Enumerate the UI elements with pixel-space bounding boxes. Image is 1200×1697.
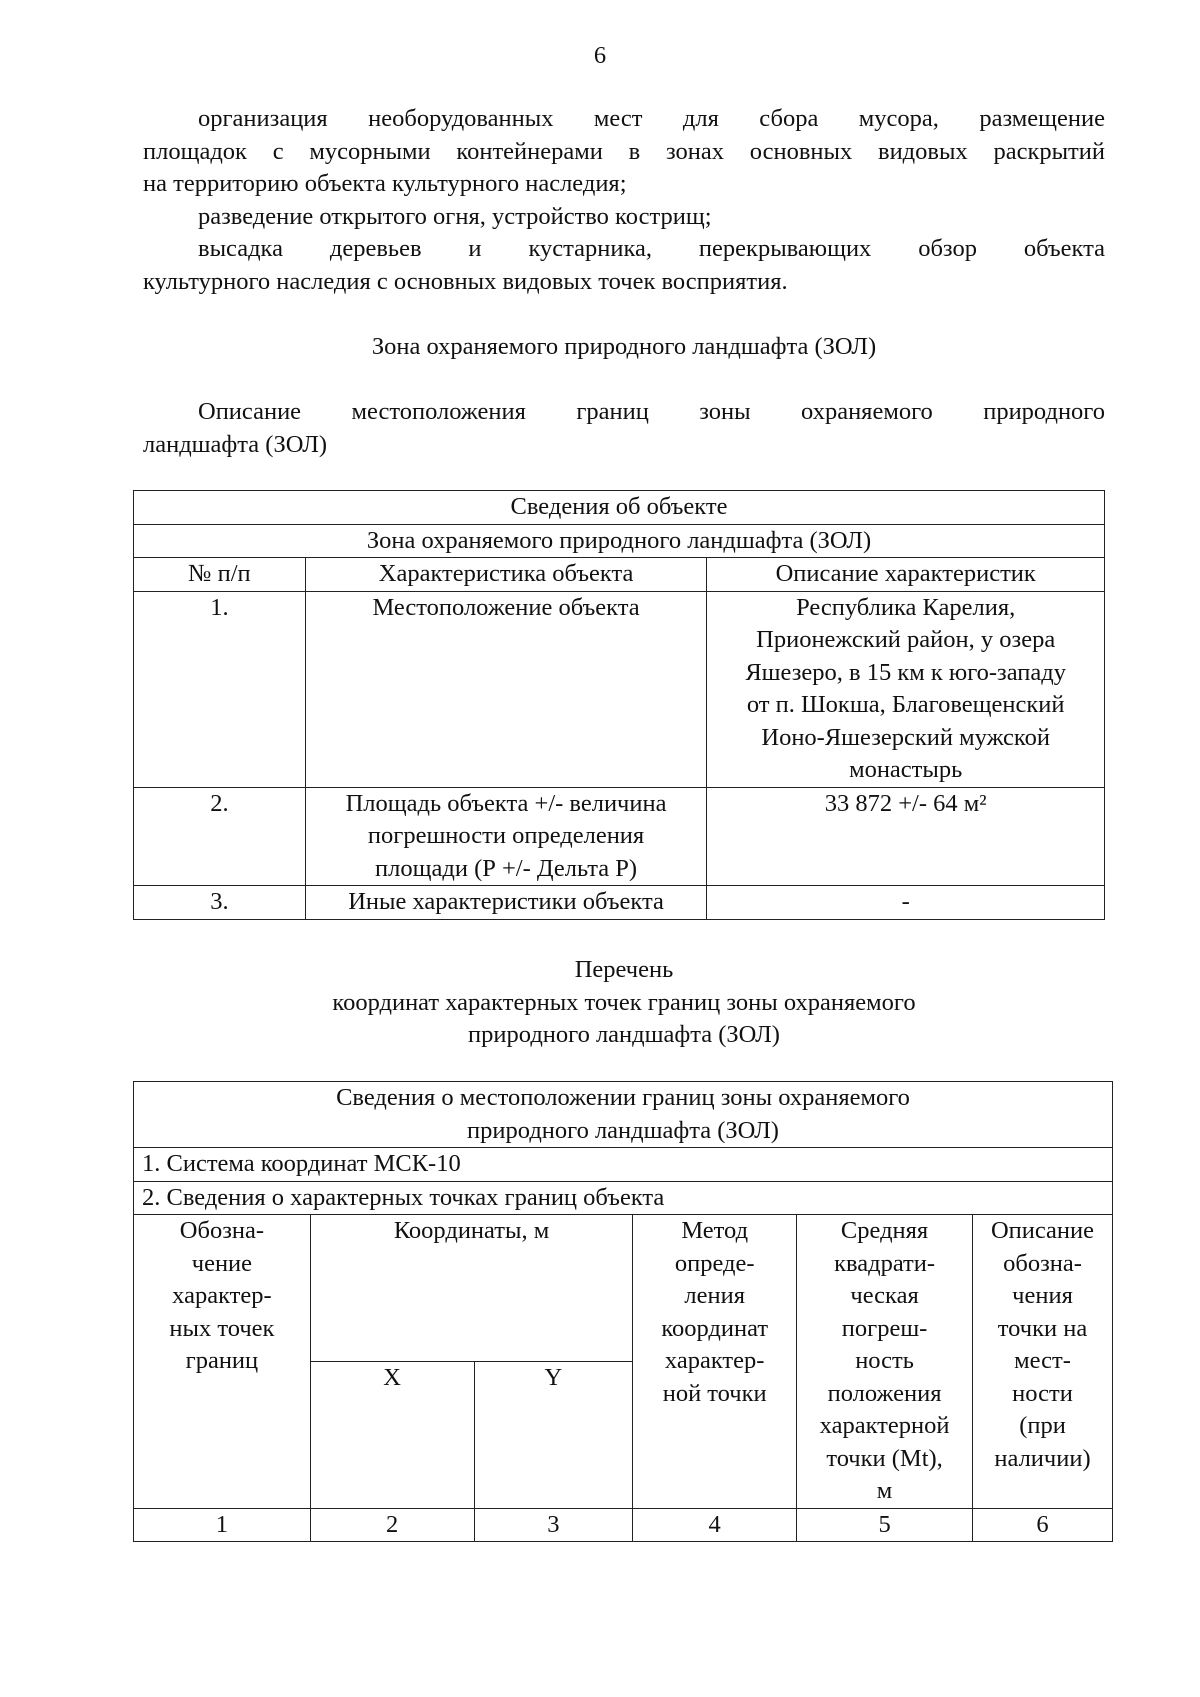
cell-line: погрешности определения bbox=[367, 822, 645, 849]
cell-line: ности bbox=[1012, 1379, 1073, 1407]
cell-line: Иные характеристики объекта bbox=[348, 888, 664, 915]
cell-line: Яшезеро, в 15 км к юго-западу bbox=[745, 658, 1066, 686]
cell-line: квадрати- bbox=[834, 1249, 936, 1277]
header-cell-error bbox=[797, 1215, 973, 1509]
cell-line: характерной bbox=[819, 1412, 950, 1439]
cell-line: Обозна- bbox=[179, 1217, 265, 1244]
description-line: Описание местоположения границ зоны охраняемого природного bbox=[198, 398, 1105, 425]
cell-line: - bbox=[901, 888, 910, 915]
cell-line: Местоположение объекта bbox=[372, 593, 640, 621]
cell-line: природного ландшафта (ЗОЛ) bbox=[467, 1116, 779, 1144]
table-row bbox=[134, 886, 1105, 920]
paragraph-line: организация необорудованных мест для сбора мусора, размещение bbox=[198, 105, 1105, 132]
cell-line: Республика Карелия, bbox=[796, 593, 1016, 621]
characteristic-cell bbox=[305, 591, 707, 787]
table-title: Сведения об объекте bbox=[134, 491, 1105, 525]
column-number: 4 bbox=[633, 1508, 797, 1542]
header-cell: Описание характеристик bbox=[707, 558, 1105, 592]
header-cell-y: Y bbox=[474, 1361, 633, 1508]
cell-line: ной точки bbox=[662, 1379, 767, 1407]
header-cell-method bbox=[633, 1215, 797, 1509]
row-number: 3. bbox=[134, 886, 306, 920]
cell-line: Метод bbox=[681, 1217, 749, 1244]
table-subtitle: Зона охраняемого природного ландшафта (ЗОЛ) bbox=[134, 524, 1105, 558]
characteristic-cell bbox=[305, 886, 707, 920]
paragraph-line: высадка деревьев и кустарника, перекрывающих обзор объекта bbox=[198, 235, 1105, 262]
object-info-table bbox=[133, 490, 1105, 920]
header-cell-description bbox=[973, 1215, 1113, 1509]
cell-line: Площадь объекта +/- величина bbox=[345, 789, 667, 817]
cell-line: точки (Mt), bbox=[826, 1444, 943, 1472]
cell-line: ческая bbox=[850, 1282, 919, 1309]
column-number: 6 bbox=[973, 1508, 1113, 1542]
heading-line: координат характерных точек границ зоны охраняемого bbox=[332, 988, 916, 1016]
cell-line: ность bbox=[855, 1347, 914, 1374]
cell-line: 33 872 +/- 64 м² bbox=[824, 789, 987, 817]
cell-line: (при bbox=[1019, 1412, 1066, 1439]
cell-line: погреш- bbox=[841, 1314, 928, 1342]
cell-line: площади (Р +/- Дельта Р) bbox=[375, 854, 638, 882]
cell-line: Средняя bbox=[840, 1217, 929, 1244]
column-number: 3 bbox=[474, 1508, 633, 1542]
heading-line: Перечень bbox=[574, 956, 674, 983]
cell-line: наличии) bbox=[994, 1444, 1091, 1472]
paragraph-line: на территорию объекта культурного наследия; bbox=[143, 170, 627, 197]
cell-line: Прионежский район, у озера bbox=[756, 626, 1056, 653]
cell-line: обозна- bbox=[1003, 1249, 1082, 1277]
table-row bbox=[134, 787, 1105, 886]
description-line: ландшафта (ЗОЛ) bbox=[143, 430, 327, 458]
column-number: 2 bbox=[310, 1508, 474, 1542]
cell-line: ных точек bbox=[169, 1314, 275, 1342]
description-cell bbox=[707, 591, 1105, 787]
paragraph-line: культурного наследия с основных видовых точек восприятия. bbox=[143, 267, 788, 295]
table-header-row bbox=[134, 558, 1105, 592]
header-cell-coordinates: Координаты, м bbox=[310, 1215, 632, 1362]
cell-line: м bbox=[876, 1477, 893, 1504]
column-number: 5 bbox=[797, 1508, 973, 1542]
heading-line: природного ландшафта (ЗОЛ) bbox=[468, 1021, 780, 1048]
cell-line: координат bbox=[661, 1314, 769, 1342]
table-header-row bbox=[134, 1215, 1113, 1362]
zone-description bbox=[143, 396, 1105, 461]
cell-line: положения bbox=[827, 1379, 942, 1407]
table-title bbox=[134, 1082, 1113, 1148]
cell-line: точки на bbox=[997, 1314, 1088, 1342]
header-cell-x: X bbox=[310, 1361, 474, 1508]
cell-line: Описание bbox=[990, 1217, 1095, 1244]
cell-line: опреде- bbox=[674, 1249, 755, 1277]
table-row bbox=[134, 591, 1105, 787]
zone-heading: Зона охраняемого природного ландшафта (ЗОЛ) bbox=[371, 333, 877, 360]
cell-line: монастырь bbox=[849, 756, 963, 783]
description-cell bbox=[707, 886, 1105, 920]
paragraph-line: площадок с мусорными контейнерами в зонах основных видовых раскрытий bbox=[143, 137, 1105, 165]
cell-line: Ионо-Яшезерский мужской bbox=[761, 723, 1050, 751]
cell-line: характер- bbox=[664, 1347, 765, 1374]
characteristic-cell bbox=[305, 787, 707, 886]
row-number: 2. bbox=[134, 787, 306, 886]
cell-line: характер- bbox=[172, 1282, 272, 1309]
coordinate-system: 1. Система координат МСК-10 bbox=[134, 1148, 1113, 1182]
cell-line: от п. Шокша, Благовещенский bbox=[746, 691, 1065, 718]
column-number: 1 bbox=[134, 1508, 311, 1542]
cell-line: границ bbox=[185, 1347, 259, 1374]
paragraph-line: разведение открытого огня, устройство кострищ; bbox=[198, 202, 712, 230]
row-number: 1. bbox=[134, 591, 306, 787]
cell-line: Сведения о местоположении границ зоны охраняемого bbox=[336, 1084, 910, 1111]
page-number: 6 bbox=[593, 42, 607, 69]
header-cell: Характеристика объекта bbox=[305, 558, 707, 592]
column-numbers-row bbox=[134, 1508, 1113, 1542]
cell-line: чение bbox=[191, 1249, 253, 1277]
header-cell-designation bbox=[134, 1215, 311, 1509]
header-cell: № п/п bbox=[134, 558, 306, 592]
points-info: 2. Сведения о характерных точках границ объекта bbox=[134, 1181, 1113, 1215]
coordinates-table bbox=[133, 1081, 1113, 1542]
body-text bbox=[143, 103, 1105, 298]
cell-line: мест- bbox=[1014, 1347, 1071, 1374]
description-cell bbox=[707, 787, 1105, 886]
cell-line: ления bbox=[684, 1282, 745, 1309]
list-heading bbox=[143, 954, 1105, 1052]
cell-line: чения bbox=[1012, 1282, 1073, 1309]
